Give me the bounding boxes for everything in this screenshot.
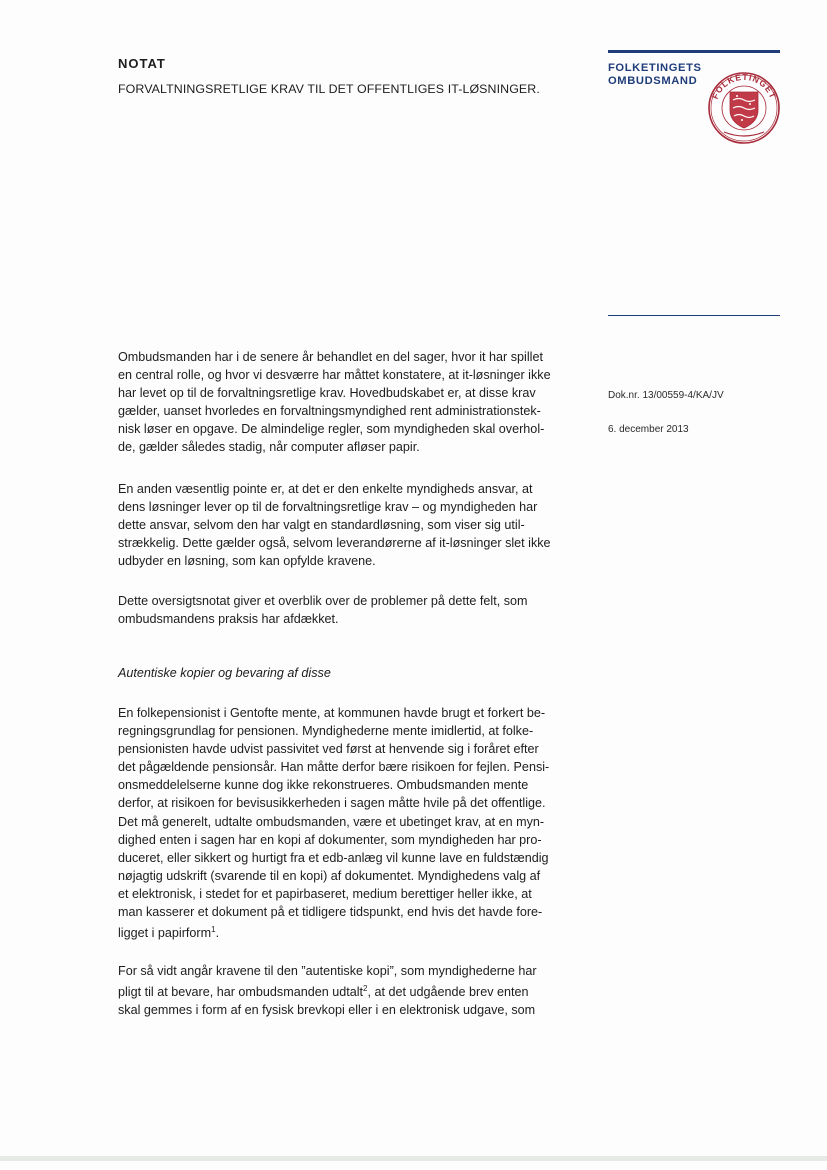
- brand-rule-top: [608, 50, 780, 53]
- paragraph-responsibility: [118, 480, 578, 570]
- paragraph-line: gælder, uanset hvorledes en forvaltningsmyndighed rent administrationstek-: [118, 404, 541, 419]
- footnote-ref-2[interactable]: 2: [363, 984, 368, 994]
- paragraph-line: nøjagtig udskrift (svarende til en kopi) af dokumentet. Myndighedens valg af: [118, 868, 541, 883]
- paragraph-line: regningsgrundlag for pensionen. Myndighederne mente imidlertid, at folke-: [118, 724, 534, 739]
- paragraph-line: dette ansvar, selvom den har valgt en standardløsning, som viser sig util-: [118, 518, 525, 533]
- paragraph-line: Dette oversigtsnotat giver et overblik over de problemer på dette felt, som: [118, 594, 528, 608]
- paragraph-intro: [118, 348, 578, 457]
- paragraph-line: udbyder en løsning, som kan opfylde kravene.: [118, 554, 376, 569]
- document-reference: Dok.nr. 13/00559-4/KA/JV: [608, 390, 724, 401]
- paragraph-line: man kasserer et dokument på et tidligere tidspunkt, end hvis det havde fore-: [118, 905, 543, 920]
- paragraph-line: dens løsninger lever op til de forvaltningsretlige krav – og myndigheden har: [118, 500, 538, 515]
- paragraph-line: pensionisten havde udvist passivitet ved først at henvende sig i foråret efter: [118, 742, 539, 757]
- paragraph-line: en central rolle, og hvor vi desværre har måttet konstatere, at it-løsninger ikke: [118, 368, 551, 383]
- paragraph-line: En folkepensionist i Gentofte mente, at kommunen havde brugt et forkert be-: [118, 706, 546, 720]
- institution-name: [608, 62, 702, 88]
- page-bottom-strip: [0, 1156, 827, 1161]
- paragraph-line: det pågældende pensionsår. Han måtte derfor bære risikoen for fejlen. Pensi-: [118, 760, 550, 775]
- paragraph-line: har levet op til de forvaltningsretlige krav. Hovedbudskabet er, at disse krav: [118, 386, 536, 401]
- paragraph-line: [118, 980, 578, 1001]
- paragraph-line: For så vidt angår kravene til den ”autentiske kopi”, som myndighederne har: [118, 964, 537, 978]
- institution-name-line2: OMBUDSMAND: [608, 75, 698, 87]
- paragraph-line-text: ligget i papirform: [118, 926, 212, 941]
- paragraph-line: En anden væsentlig pointe er, at det er den enkelte myndigheds ansvar, at: [118, 482, 533, 496]
- folketinget-seal-icon: [706, 70, 782, 146]
- paragraph-line: derfor, at risikoen for bevisusikkerheden i sagen måtte hvile på det offentlige.: [118, 796, 546, 811]
- institution-name-line1: FOLKETINGETS: [608, 62, 702, 74]
- paragraph-line: nisk løser en opgave. De almindelige regler, som myndigheden skal overhol-: [118, 422, 545, 437]
- paragraph-line: et elektronisk, i stedet for et papirbaseret, medium berettiger heller ikke, at: [118, 886, 532, 901]
- paragraph-overview: [118, 592, 578, 628]
- seal-text: FOLKETINGET: [709, 71, 779, 101]
- paragraph-line: duceret, eller sikkert og hurtigt fra et edb-anlæg vil kunne lave en fuldstændig: [118, 850, 549, 865]
- paragraph-pensioner-case: [118, 704, 578, 942]
- paragraph-line-text: pligt til at bevare, har ombudsmanden udtalt: [118, 985, 364, 1000]
- paragraph-line: ombudsmandens praksis har afdækket.: [118, 612, 339, 627]
- paragraph-line: Det må generelt, udtalte ombudsmanden, være et ubetinget krav, at en myn-: [118, 814, 545, 829]
- paragraph-line: onsmeddelelserne kunne dog ikke rekonstrueres. Ombudsmanden mente: [118, 778, 529, 793]
- section-heading: Autentiske kopier og bevaring af disse: [118, 666, 331, 680]
- document-type-label: NOTAT: [118, 56, 166, 71]
- paragraph-line: dighed enten i sagen har en kopi af dokumenter, som myndigheden har pro-: [118, 832, 542, 847]
- paragraph-authentic-copy: [118, 962, 578, 1019]
- paragraph-line: skal gemmes i form af en fysisk brevkopi eller i en elektronisk udgave, som: [118, 1003, 536, 1018]
- paragraph-line-last: ligget i papirform$^1$.: [118, 925, 220, 941]
- paragraph-line: de, gælder således stadig, når computer afløser papir.: [118, 440, 420, 455]
- brand-rule-bottom: [608, 315, 780, 316]
- paragraph-line-text: , at det udgående brev enten: [367, 985, 529, 1000]
- paragraph-line: strækkelig. Dette gælder også, selvom leverandørerne af it-løsninger slet ikke: [118, 536, 551, 551]
- paragraph-line: Ombudsmanden har i de senere år behandlet en del sager, hvor it har spillet: [118, 350, 543, 364]
- document-title: FORVALTNINGSRETLIGE KRAV TIL DET OFFENTLIGES IT-LØSNINGER.: [118, 82, 540, 96]
- document-date: 6. december 2013: [608, 424, 689, 435]
- footnote-ref-1[interactable]: 1: [211, 925, 216, 935]
